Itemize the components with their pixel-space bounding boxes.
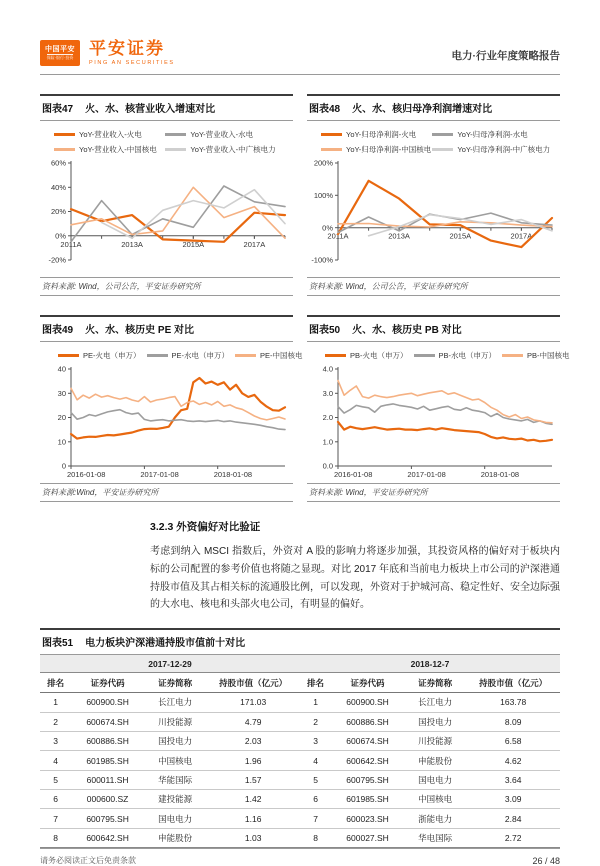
body-paragraph: 考虑到纳入 MSCI 指数后，外资对 A 股的影响力将逐步加强，其投资风格的偏好对于板块内标的公司配置的参考价值也将随之显现。对比 2017 年底和当前电力板块上市公司的沪深港通持股市值及其占相关标的流通股比例，可以发现，外资对于护城河高、稳定性好、安全边际强的大水电、核电和头部火电公司，有明显的偏好。 (150, 546, 560, 611)
legend-label: YoY-营业收入-火电 (79, 130, 142, 139)
legend-line-marker (321, 148, 342, 151)
table-cell: 6.58 (466, 731, 560, 750)
table-cell: 申能股份 (404, 751, 466, 770)
table-cell: 601985.SH (71, 751, 144, 770)
legend-line-marker (432, 133, 453, 136)
svg-text:20: 20 (57, 413, 66, 423)
figure-50 (307, 315, 570, 502)
legend-line-marker (414, 354, 435, 357)
figure-51 (40, 628, 560, 848)
table-cell: 中国核电 (404, 790, 466, 809)
figure-source: 资料来源:Wind，平安证券研究所 (40, 483, 293, 502)
brand-subtitle: PING AN SECURITIES (89, 59, 175, 66)
figure-49 (40, 315, 303, 502)
section-heading: 3.2.3 外资偏好对比验证 (150, 521, 261, 533)
legend-label: PB-中国核电 (527, 351, 570, 360)
table-cell: 2.03 (206, 731, 300, 750)
legend-label: YoY-归母净利润-火电 (346, 130, 417, 139)
table-cell: 4.62 (466, 751, 560, 770)
table-cell: 600674.SH (71, 712, 144, 731)
legend-item (414, 350, 497, 361)
table-cell: 3.64 (466, 770, 560, 789)
svg-text:2016-01-08: 2016-01-08 (334, 470, 373, 479)
legend-line-marker (165, 148, 186, 151)
table-cell: 国电电力 (404, 770, 466, 789)
table-group-row (40, 655, 560, 673)
table-cell: 川投能源 (144, 712, 206, 731)
table-row (40, 770, 560, 789)
col-code: 证券代码 (331, 673, 404, 693)
svg-text:0.0: 0.0 (322, 461, 333, 471)
table-cell: 1.16 (206, 809, 300, 828)
page-header (40, 40, 560, 75)
svg-text:2017A: 2017A (243, 239, 266, 249)
report-tag: 电力·行业年度策略报告 (451, 50, 560, 62)
table-header-row (40, 673, 560, 693)
svg-text:-100%: -100% (311, 255, 333, 265)
table-cell: 2.72 (466, 828, 560, 847)
table-cell: 600900.SH (71, 693, 144, 712)
svg-text:0%: 0% (55, 231, 66, 241)
table-row (40, 790, 560, 809)
legend-line-marker (58, 354, 79, 357)
table-cell: 1.42 (206, 790, 300, 809)
figure-caption: 火、水、核历史 PB 对比 (352, 325, 462, 336)
group-header-2017: 2017-12-29 (40, 655, 300, 673)
page-number: 26 / 48 (532, 855, 560, 866)
table-cell: 5 (300, 770, 331, 789)
legend-item (432, 144, 558, 155)
legend-item (321, 144, 432, 155)
svg-text:100%: 100% (313, 190, 333, 200)
svg-text:40: 40 (57, 364, 66, 374)
table-cell: 2.84 (466, 809, 560, 828)
svg-text:2017-01-08: 2017-01-08 (407, 470, 446, 479)
figure-title (40, 315, 293, 342)
table-cell: 600795.SH (71, 809, 144, 828)
table-cell: 长江电力 (144, 693, 206, 712)
table-row (40, 751, 560, 770)
svg-text:2011A: 2011A (327, 231, 349, 241)
svg-text:2.0: 2.0 (322, 413, 333, 423)
table-cell: 建投能源 (144, 790, 206, 809)
svg-text:30: 30 (57, 388, 66, 398)
figure-caption: 电力板块沪深港通持股市值前十对比 (85, 638, 246, 650)
legend-label: YoY-营业收入-中广核电力 (190, 145, 276, 154)
table-row (40, 809, 560, 828)
legend-line-marker (235, 354, 256, 357)
svg-text:2013A: 2013A (121, 239, 143, 249)
svg-text:2015A: 2015A (182, 239, 205, 249)
table-cell: 4.79 (206, 712, 300, 731)
legend-line-marker (502, 354, 523, 357)
legend-line-marker (165, 133, 186, 136)
section-3-2-3 (150, 519, 560, 614)
legend-item (502, 350, 570, 361)
table-cell: 600642.SH (331, 751, 404, 770)
col-code: 证券代码 (71, 673, 144, 693)
table-row (40, 693, 560, 712)
legend-item (432, 129, 558, 140)
figure-label: 图表48 (309, 104, 341, 115)
figure-caption: 火、水、核历史 PE 对比 (85, 325, 195, 336)
table-row (40, 712, 560, 731)
table-cell: 2 (300, 712, 331, 731)
legend-line-marker (432, 148, 453, 151)
table-cell: 1 (40, 693, 71, 712)
table-cell: 国投电力 (144, 731, 206, 750)
svg-text:2018-01-08: 2018-01-08 (480, 470, 520, 479)
table-cell: 600886.SH (71, 731, 144, 750)
table-cell: 4 (300, 751, 331, 770)
table-cell: 600795.SH (331, 770, 404, 789)
table-cell: 600642.SH (71, 828, 144, 847)
table-cell: 8.09 (466, 712, 560, 731)
col-rank: 排名 (40, 673, 71, 693)
table-cell: 7 (300, 809, 331, 828)
chart-legend (40, 121, 293, 157)
legend-label: YoY-归母净利润-中国核电 (346, 145, 432, 154)
figure-title (40, 94, 293, 121)
table-cell: 600674.SH (331, 731, 404, 750)
table-cell: 600900.SH (331, 693, 404, 712)
legend-item (58, 350, 141, 361)
figure-title (307, 94, 560, 121)
svg-text:-20%: -20% (48, 255, 66, 265)
svg-text:10: 10 (57, 437, 66, 447)
legend-label: PB-火电（申万） (350, 351, 408, 360)
svg-text:2011A: 2011A (60, 239, 82, 249)
logo-text: 中国平安 (45, 46, 75, 53)
table-cell: 华电国际 (404, 828, 466, 847)
table-cell: 8 (40, 828, 71, 847)
legend-item (325, 350, 408, 361)
table-cell: 4 (40, 751, 71, 770)
page-footer (40, 848, 560, 866)
brand-name (89, 40, 175, 66)
line-chart-47 (40, 157, 293, 275)
logo-subtext: 保险·银行·投资 (46, 55, 74, 60)
line-chart-49 (40, 363, 293, 481)
svg-text:2017-01-08: 2017-01-08 (140, 470, 179, 479)
svg-text:3.0: 3.0 (322, 388, 333, 398)
figure-row-2 (40, 315, 570, 502)
svg-text:40%: 40% (50, 182, 66, 192)
figure-47 (40, 94, 293, 296)
table-cell: 171.03 (206, 693, 300, 712)
col-name: 证券简称 (404, 673, 466, 693)
svg-text:0%: 0% (322, 223, 333, 233)
table-cell: 601985.SH (331, 790, 404, 809)
table-head (40, 655, 560, 693)
figure-title (40, 628, 560, 655)
table-cell: 600027.SH (331, 828, 404, 847)
legend-item (165, 129, 291, 140)
col-value: 持股市值（亿元） (206, 673, 300, 693)
svg-text:2017A: 2017A (510, 231, 533, 241)
chart-legend (307, 121, 560, 157)
svg-text:2016-01-08: 2016-01-08 (67, 470, 106, 479)
figure-source: 资料来源: Wind，公司公告，平安证券研究所 (40, 277, 293, 296)
legend-item (321, 129, 432, 140)
figure-48 (307, 94, 560, 296)
legend-label: PE-中国核电 (260, 351, 303, 360)
table-cell: 1.96 (206, 751, 300, 770)
table-cell: 3 (40, 731, 71, 750)
legend-line-marker (54, 148, 75, 151)
figure-label: 图表47 (42, 104, 74, 115)
table-cell: 川投能源 (404, 731, 466, 750)
legend-line-marker (325, 354, 346, 357)
figure-label: 图表51 (42, 638, 74, 650)
line-chart-48 (307, 157, 560, 275)
table-cell: 6 (40, 790, 71, 809)
svg-text:200%: 200% (313, 158, 333, 168)
col-name: 证券简称 (144, 673, 206, 693)
svg-text:60%: 60% (50, 158, 66, 168)
figure-title (307, 315, 560, 342)
legend-item (165, 144, 291, 155)
legend-line-marker (321, 133, 342, 136)
svg-text:2013A: 2013A (388, 231, 410, 241)
figure-caption: 火、水、核营业收入增速对比 (85, 104, 216, 115)
table-cell: 2 (40, 712, 71, 731)
table-row (40, 828, 560, 847)
table-cell: 中国核电 (144, 751, 206, 770)
legend-item (147, 350, 230, 361)
figure-caption: 火、水、核归母净利润增速对比 (352, 104, 493, 115)
table-cell: 长江电力 (404, 693, 466, 712)
brand-logo (40, 40, 175, 66)
svg-text:2015A: 2015A (449, 231, 472, 241)
figure-source: 资料来源: Wind，平安证券研究所 (307, 483, 560, 502)
table-cell: 申能股份 (144, 828, 206, 847)
table-row (40, 731, 560, 750)
table-cell: 1.03 (206, 828, 300, 847)
legend-line-marker (54, 133, 75, 136)
legend-item (54, 144, 165, 155)
svg-text:4.0: 4.0 (322, 364, 333, 374)
pingan-logo-icon (40, 40, 80, 66)
brand-title: 平安证券 (89, 39, 165, 59)
table-cell: 3 (300, 731, 331, 750)
legend-label: YoY-归母净利润-中广核电力 (457, 145, 551, 154)
col-value: 持股市值（亿元） (466, 673, 560, 693)
table-cell: 浙能电力 (404, 809, 466, 828)
legend-label: YoY-归母净利润-水电 (457, 130, 528, 139)
group-header-2018: 2018-12-7 (300, 655, 560, 673)
table-cell: 600886.SH (331, 712, 404, 731)
table-cell: 5 (40, 770, 71, 789)
legend-label: PE-水电（申万） (171, 351, 230, 360)
table-cell: 1 (300, 693, 331, 712)
figure-label: 图表50 (309, 325, 341, 336)
table-cell: 163.78 (466, 693, 560, 712)
legend-line-marker (147, 354, 168, 357)
table-cell: 7 (40, 809, 71, 828)
table-cell: 华能国际 (144, 770, 206, 789)
table-cell: 3.09 (466, 790, 560, 809)
legend-item (235, 350, 303, 361)
table-cell: 6 (300, 790, 331, 809)
table-cell: 000600.SZ (71, 790, 144, 809)
figure-label: 图表49 (42, 325, 74, 336)
legend-item (54, 129, 165, 140)
svg-text:2018-01-08: 2018-01-08 (213, 470, 253, 479)
table51-body (40, 693, 560, 848)
legend-label: YoY-营业收入-水电 (190, 130, 254, 139)
line-chart-50 (307, 363, 560, 481)
table-cell: 600011.SH (71, 770, 144, 789)
disclaimer-text: 请务必阅读正文后免责条款 (40, 856, 136, 866)
legend-label: YoY-营业收入-中国核电 (79, 145, 157, 154)
figure-source: 资料来源: Wind，公司公告，平安证券研究所 (307, 277, 560, 296)
table-cell: 国投电力 (404, 712, 466, 731)
legend-label: PE-火电（申万） (83, 351, 141, 360)
svg-text:0: 0 (61, 461, 66, 471)
table-cell: 1.57 (206, 770, 300, 789)
table-cell: 国电电力 (144, 809, 206, 828)
chart-legend (307, 342, 570, 363)
svg-text:20%: 20% (50, 207, 66, 217)
svg-text:1.0: 1.0 (322, 437, 333, 447)
table-cell: 8 (300, 828, 331, 847)
figure-row-1 (40, 94, 560, 296)
holdings-table (40, 655, 560, 848)
table-cell: 600023.SH (331, 809, 404, 828)
legend-label: PB-水电（申万） (438, 351, 497, 360)
col-rank: 排名 (300, 673, 331, 693)
chart-legend (40, 342, 303, 363)
